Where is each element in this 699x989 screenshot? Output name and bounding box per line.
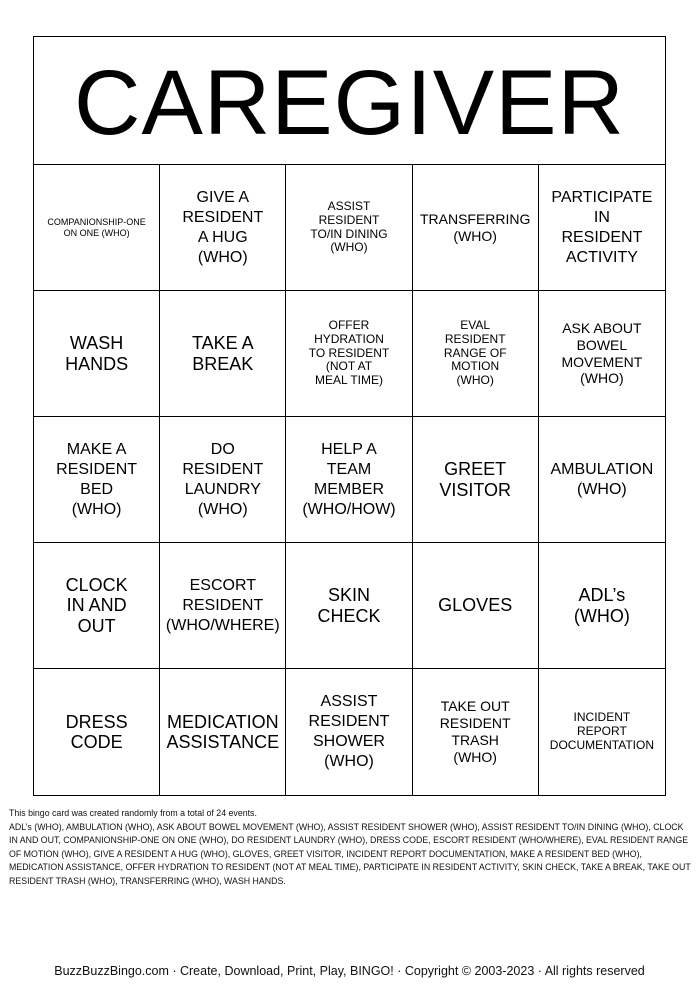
bingo-cell: TRANSFERRING (WHO) [413, 165, 539, 291]
bingo-cell: EVAL RESIDENT RANGE OF MOTION (WHO) [413, 291, 539, 417]
bingo-cell: DO RESIDENT LAUNDRY (WHO) [160, 417, 286, 543]
bingo-cell: MAKE A RESIDENT BED (WHO) [34, 417, 160, 543]
bingo-cell: INCIDENT REPORT DOCUMENTATION [549, 710, 654, 752]
bingo-cell: AMBULATION (WHO) [539, 417, 665, 543]
bingo-cell: ASSIST RESIDENT SHOWER (WHO) [286, 669, 412, 795]
bingo-cell: SKIN CHECK [286, 543, 412, 669]
card-title: CAREGIVER [74, 51, 625, 154]
bingo-cell: ASK ABOUT BOWEL MOVEMENT (WHO) [539, 291, 665, 417]
bingo-grid [34, 165, 665, 795]
bingo-cell: PARTICIPATE IN RESIDENT ACTIVITY [539, 165, 665, 291]
note-events: ADL’s (WHO), AMBULATION (WHO), ASK ABOUT BOWEL MOVEMENT (WHO), ASSIST RESIDENT SHOWER (WHO), ASSIST RESIDENT TO/IN DINING (WHO), CLOCK IN AND OUT, COMPANIONSHIP-ONE ON ONE (WHO), DO RESIDENT LAUNDRY (WHO), DRESS CODE, ESCORT RESIDENT (WHO/WHERE), EVAL RESIDENT RANGE OF MOTION (WHO), GIVE A RESIDENT A HUG (WHO), GLOVES, GREET VISITOR, INCIDENT REPORT DOCUMENTATION, MAKE A RESIDENT BED (WHO), MEDICATION ASSISTANCE, OFFER HYDRATION TO RESIDENT (NOT AT MEAL TIME), PARTICIPATE IN RESIDENT ACTIVITY, SKIN CHECK, TAKE A BREAK, TAKE OUT RESIDENT TRASH (WHO), TRANSFERRING (WHO), WASH HANDS. [9, 821, 691, 886]
bingo-cell: COMPANIONSHIP-ONE ON ONE (WHO) [34, 165, 160, 291]
bingo-cell: GREET VISITOR [413, 417, 539, 543]
bingo-cell: ASSIST RESIDENT TO/IN DINING (WHO) [286, 165, 412, 291]
site-footer: BuzzBuzzBingo.com · Create, Download, Print, Play, BINGO! · Copyright © 2003-2023 · All rights reserved [54, 964, 645, 978]
bingo-cell: OFFER HYDRATION TO RESIDENT (NOT AT MEAL TIME) [286, 291, 412, 417]
bingo-cell: CLOCK IN AND OUT [34, 543, 160, 669]
bingo-cell: TAKE OUT RESIDENT TRASH (WHO) [413, 669, 539, 795]
bingo-cell: GIVE A RESIDENT A HUG (WHO) [160, 165, 286, 291]
note-intro: This bingo card was created randomly from a total of 24 events. [9, 808, 257, 818]
bingo-card [33, 36, 666, 796]
bingo-cell: ADL’s (WHO) [539, 543, 665, 669]
bingo-cell: MEDICATION ASSISTANCE [160, 669, 286, 795]
event-list-note [9, 807, 693, 888]
bingo-cell: ESCORT RESIDENT (WHO/WHERE) [160, 543, 286, 669]
card-header [34, 37, 665, 165]
bingo-cell: WASH HANDS [34, 291, 160, 417]
bingo-cell: GLOVES [413, 543, 539, 669]
bingo-cell: HELP A TEAM MEMBER (WHO/HOW) [286, 417, 412, 543]
bingo-cell: DRESS CODE [34, 669, 160, 795]
bingo-cell: TAKE A BREAK [160, 291, 286, 417]
